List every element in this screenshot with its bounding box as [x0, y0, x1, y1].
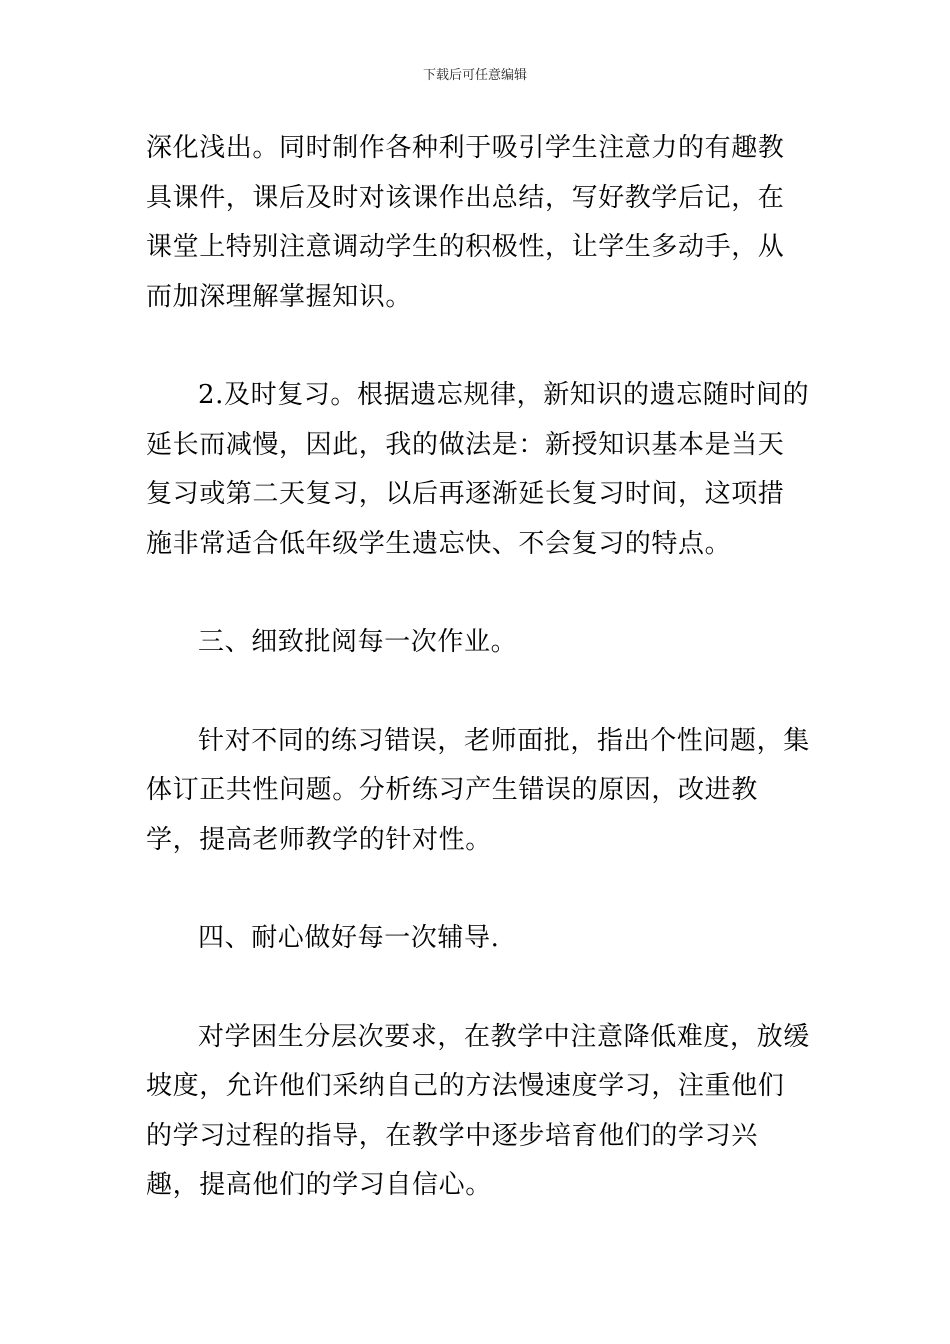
paragraph-gap	[146, 668, 810, 717]
paragraph-tutoring: 对学困生分层次要求，在教学中注意降低难度，放缓坡度，允许他们采纳自己的方法慢速度学习，注重他们的学习过程的指导，在教学中逐步培育他们的学习兴趣，提高他们的学习自信心。	[146, 1021, 810, 1200]
paragraph-homework: 针对不同的练习错误，老师面批，指出个性问题，集体订正共性问题。分析练习产生错误的原因，改进教学，提高老师教学的针对性。	[146, 725, 810, 855]
paragraph-gap	[146, 569, 810, 618]
page-header: 下载后可任意编辑	[422, 68, 527, 83]
paragraph-gap	[146, 865, 810, 914]
section-heading-tutoring: 四、耐心做好每一次辅导.	[198, 923, 500, 953]
paragraph-gap	[146, 964, 810, 1013]
paragraph-gap	[146, 322, 810, 371]
paragraph-continuation: 深化浅出。同时制作各种利于吸引学生注意力的有趣教具课件，课后及时对该课作出总结，写好教学后记，在课堂上特别注意调动学生的积极性，让学生多动手，从而加深理解掌握知识。	[146, 133, 785, 312]
document-body	[146, 124, 810, 1211]
section-heading-homework: 三、细致批阅每一次作业。	[198, 627, 518, 657]
paragraph-timely-review: 2.及时复习。根据遗忘规律，新知识的遗忘随时间的延长而减慢，因此，我的做法是：新授知识基本是当天复习或第二天复习，以后再逐渐延长复习时间，这项措施非常适合低年级学生遗忘快、不会复习的特点。	[146, 380, 810, 559]
